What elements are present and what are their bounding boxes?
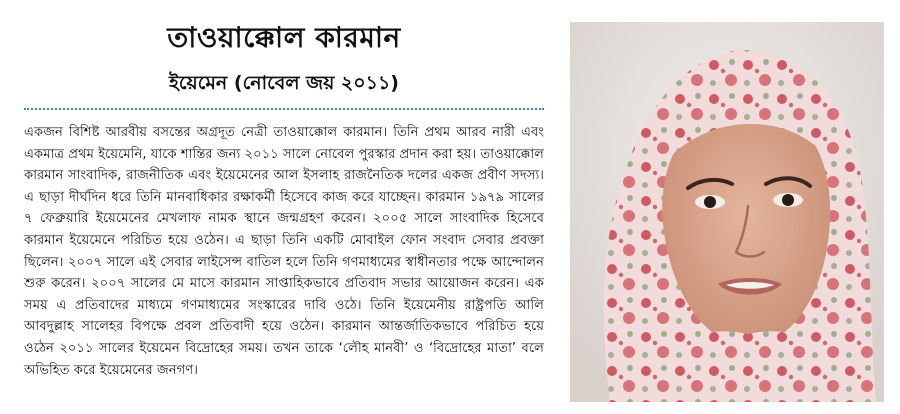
article-subtitle: ইয়েমেন (নোবেল জয় ২০১১) — [169, 72, 399, 94]
dotted-divider — [24, 108, 544, 110]
portrait-photo — [570, 22, 884, 402]
article-title: তাওয়াক্কোল কারমান — [167, 21, 401, 54]
article-column — [24, 18, 544, 408]
portrait-illustration — [570, 22, 884, 402]
article-body: একজন বিশিষ্ট আরবীয় বসন্তের অগ্রদূত নেত্রী তাওয়াক্কোল কারমান। তিনি প্রথম আরব নারী এবং একমাত্র প্রথম ইয়েমেনি, যাকে শান্তির জন্য ২০১১ সালে নোবেল পুরস্কার প্রদান করা হয়। তাওয়াক্কোল কারমান সাংবাদিক, রাজনীতিক এবং ইয়েমেনের আল ইসলাহ রাজনৈতিক দলের একজ প্রবীণ সদস্য। এ ছাড়া দীর্ঘদিন ধরে তিনি মানবাধিকার রক্ষাকর্মী হিসেবে কাজ করে যাচ্ছেন। কারমান ১৯৭৯ সালের ৭ ফেব্রুয়ারি ইয়েমেনের মেখলাফ নামক স্থানে জন্মগ্রহণ করেন। ২০০৫ সালে সাংবাদিক হিসেবে কারমান ইয়েমেনে পরিচিত হয়ে ওঠেন। এ ছাড়া তিনি একটি মোবাইল ফোন সংবাদ সেবার প্রবক্তা ছিলেন। ২০০৭ সালে এই সেবার লাইসেন্স বাতিল হলে তিনি গণমাধ্যমের স্বাধীনতার পক্ষে আন্দোলন শুরু করেন। ২০০৭ সালের মে মাসে কারমান সাপ্তাহিকভাবে প্রতিবাদ সভার আয়োজন করেন। এক সময় এ প্রতিবাদের মাধ্যমে গণমাধ্যমের সংস্কারের দাবি ওঠে। তিনি ইয়েমেনীয় রাষ্ট্রপতি আলি আবদুল্লাহ সালেহর বিপক্ষে প্রবল প্রতিবাদী হয়ে ওঠেন। কারমান আন্তর্জাতিকভাবে পরিচিত হয়ে ওঠেন ২০১১ সালের ইয়েমেন বিদ্রোহের সময়। তখন তাকে ‘লৌহ মানবী’ ও ‘বিদ্রোহের মাতা’ বলে অভিহিত করে ইয়েমেনের জনগণ। — [24, 125, 544, 378]
